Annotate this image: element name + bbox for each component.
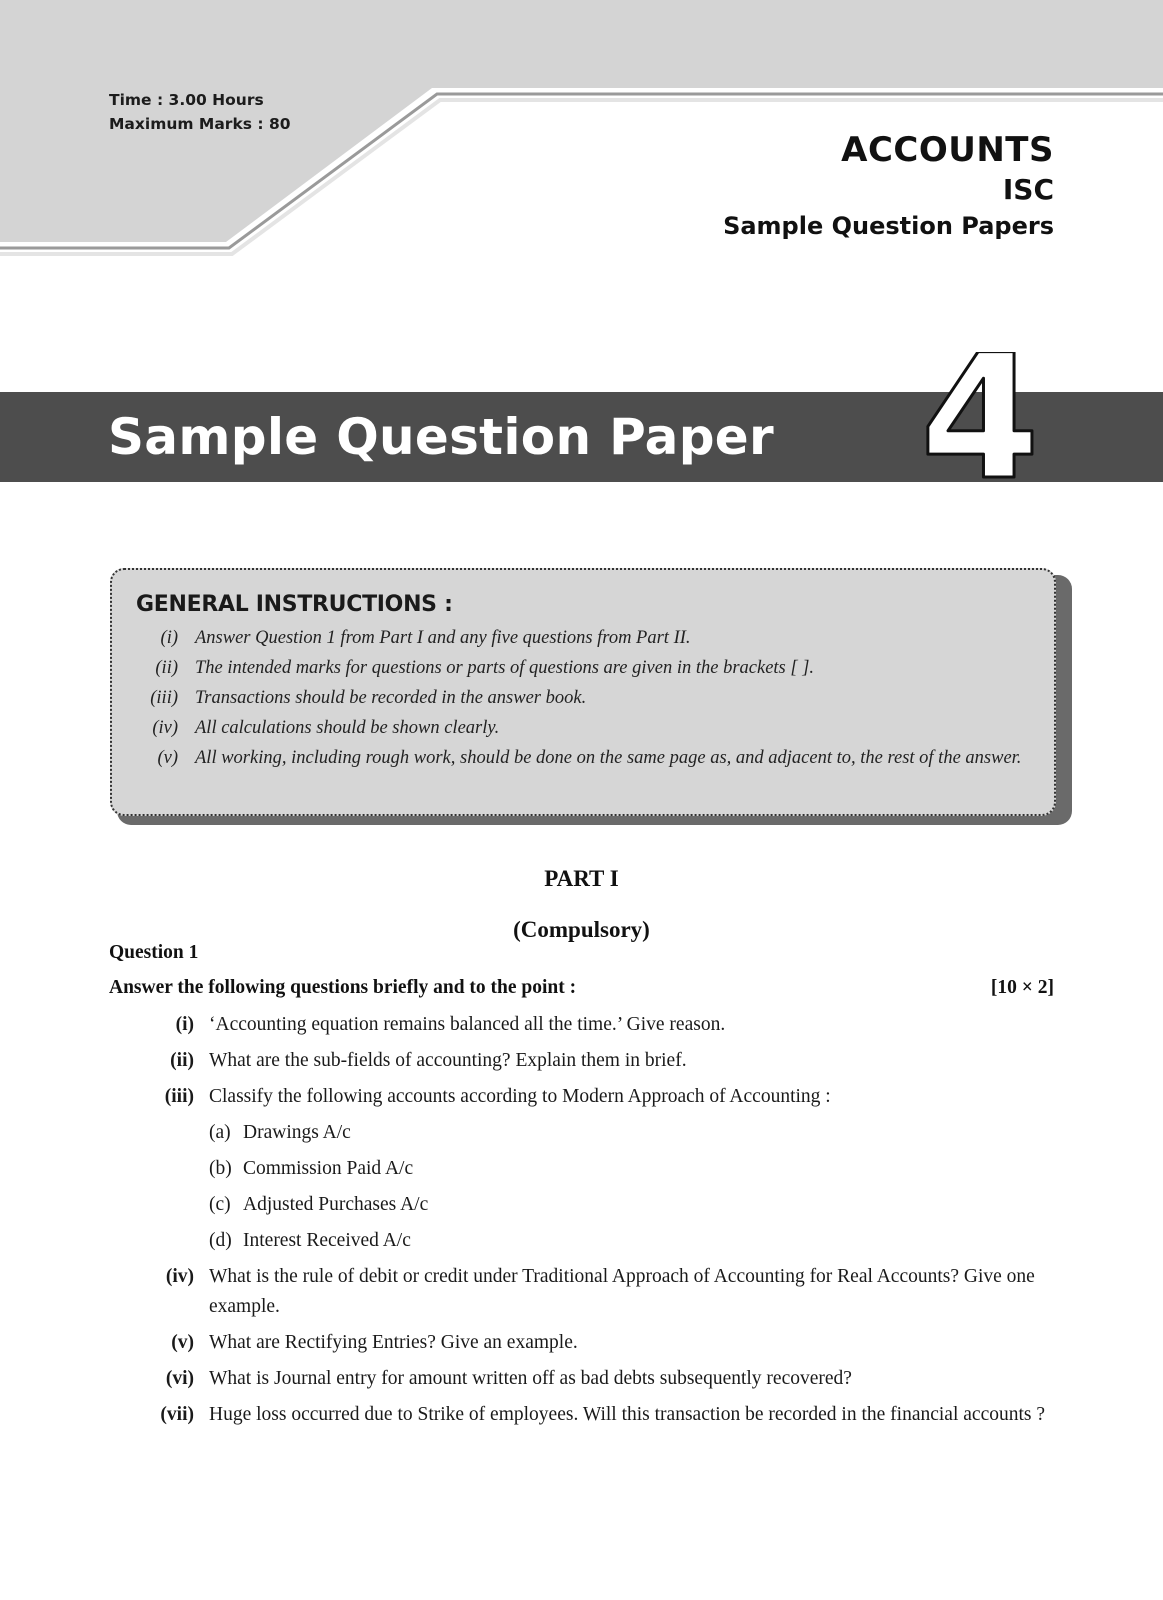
question-title: Question 1	[109, 942, 199, 963]
question-instruction: Answer the following questions briefly and to the point :	[109, 977, 577, 998]
sub-question-text: Adjusted Purchases A/c	[243, 1194, 429, 1215]
question-text: ‘Accounting equation remains balanced all the time.’ Give reason.	[209, 1014, 726, 1035]
sub-question-item	[209, 1118, 1055, 1148]
sub-question-number: (d)	[209, 1230, 232, 1251]
question-item	[0, 1046, 1163, 1076]
sub-question-number: (a)	[209, 1122, 231, 1143]
subject-title: ACCOUNTS	[841, 130, 1054, 170]
instructions-title: GENERAL INSTRUCTIONS :	[136, 592, 453, 617]
instruction-text: The intended marks for questions or parts of questions are given in the brackets [ ].	[195, 658, 815, 678]
page-title: Sample Question Paper	[108, 408, 774, 466]
question-number: (ii)	[170, 1050, 194, 1071]
part-subtitle: (Compulsory)	[513, 917, 650, 942]
instruction-item	[112, 746, 1058, 771]
question-item	[0, 1328, 1163, 1358]
question-list	[0, 1010, 1163, 1436]
sub-question-list	[209, 1118, 1055, 1256]
question-text: What are the sub-fields of accounting? Explain them in brief.	[209, 1050, 687, 1071]
instructions-box	[110, 568, 1056, 816]
question-text: Classify the following accounts according to Modern Approach of Accounting :	[209, 1086, 831, 1107]
question-number: (vii)	[160, 1404, 194, 1425]
paper-number	[905, 352, 1055, 492]
instruction-number: (i)	[160, 628, 178, 648]
question-marks: [10 × 2]	[990, 977, 1054, 998]
question-number: (i)	[175, 1014, 194, 1035]
instruction-text: All calculations should be shown clearly.	[195, 718, 500, 738]
exam-max-marks: Maximum Marks : 80	[109, 115, 291, 133]
sub-question-text: Interest Received A/c	[243, 1230, 411, 1251]
exam-duration: Time : 3.00 Hours	[109, 91, 264, 109]
question-number: (iii)	[164, 1086, 194, 1107]
sub-question-number: (b)	[209, 1158, 232, 1179]
part-title: PART I	[544, 866, 619, 891]
instruction-number: (ii)	[155, 658, 178, 678]
question-item	[0, 1364, 1163, 1394]
question-text: What are Rectifying Entries? Give an example.	[209, 1332, 578, 1353]
question-text: What is Journal entry for amount written off as bad debts subsequently recovered?	[209, 1368, 852, 1389]
sub-question-text: Drawings A/c	[243, 1122, 351, 1143]
question-text: Huge loss occurred due to Strike of employees. Will this transaction be recorded in the financial accounts ?	[209, 1404, 1046, 1425]
question-text: What is the rule of debit or credit under Traditional Approach of Accounting for Real Accounts? Give one example.	[209, 1266, 1035, 1317]
sub-question-item	[209, 1154, 1055, 1184]
sub-question-item	[209, 1190, 1055, 1220]
instruction-text: All working, including rough work, should be done on the same page as, and adjacent to, the rest of the answer.	[195, 748, 1022, 768]
board-name: ISC	[1002, 173, 1054, 206]
instruction-item	[112, 656, 1058, 681]
question-item	[0, 1010, 1163, 1040]
book-brand	[723, 128, 1054, 244]
sub-question-text: Commission Paid A/c	[243, 1158, 414, 1179]
question-item	[0, 1262, 1163, 1322]
question-number: (iv)	[165, 1266, 194, 1287]
instruction-number: (iii)	[150, 688, 178, 708]
instructions-list	[112, 626, 1058, 776]
instruction-item	[112, 716, 1058, 741]
sub-question-item	[209, 1226, 1055, 1256]
instruction-text: Answer Question 1 from Part I and any five questions from Part II.	[195, 628, 691, 648]
instruction-item	[112, 686, 1058, 711]
paper-number-text: 4	[920, 352, 1040, 492]
instruction-item	[112, 626, 1058, 651]
series-name: Sample Question Papers	[723, 212, 1054, 240]
instruction-text: Transactions should be recorded in the answer book.	[195, 688, 587, 708]
question-item	[0, 1082, 1163, 1256]
sub-question-number: (c)	[209, 1194, 231, 1215]
question-item	[0, 1400, 1163, 1430]
exam-meta	[109, 88, 291, 136]
question-number: (vi)	[165, 1368, 194, 1389]
instruction-number: (iv)	[152, 718, 178, 738]
question-number: (v)	[171, 1332, 194, 1353]
instruction-number: (v)	[157, 748, 178, 768]
